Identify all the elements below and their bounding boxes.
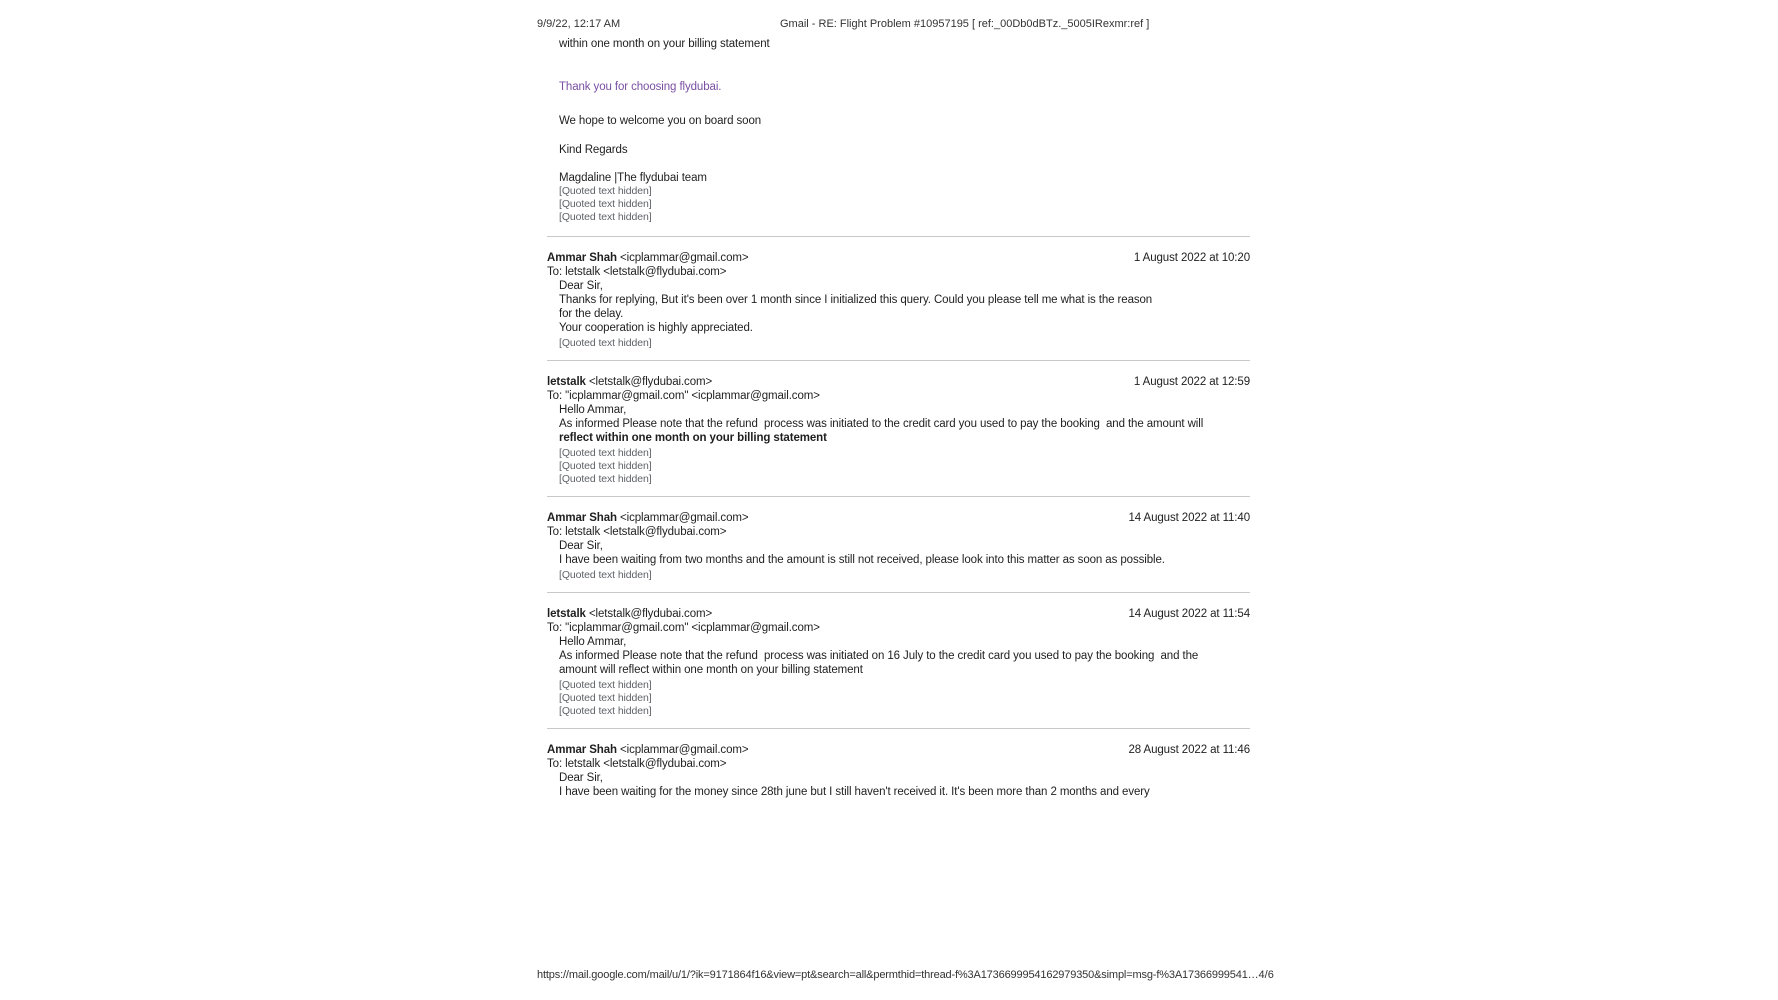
- message-header: [547, 743, 1250, 771]
- print-timestamp: 9/9/22, 12:17 AM: [537, 18, 621, 30]
- body-line: Thanks for replying, But it's been over 1 month since I initialized this query. Could you please tell me what is the reason: [559, 294, 1153, 306]
- address-block: [547, 607, 820, 635]
- sender-name: Ammar Shah: [547, 744, 617, 756]
- message-body: [547, 403, 1250, 486]
- message-item: [547, 360, 1250, 486]
- message-header: [547, 375, 1250, 403]
- welcome-line: We hope to welcome you on board soon: [559, 115, 762, 127]
- recipient-line: To: letstalk <letstalk@flydubai.com>: [547, 526, 727, 538]
- message-item: [547, 728, 1250, 799]
- body-line: amount will reflect within one month on your billing statement: [559, 664, 863, 676]
- print-header: [0, 18, 1778, 34]
- quoted-text-hidden: [Quoted text hidden]: [559, 198, 652, 210]
- email-thread: [547, 37, 1250, 799]
- quoted-text-hidden: [Quoted text hidden]: [559, 679, 652, 691]
- quoted-text-block: [559, 337, 1250, 350]
- body-line: within one month on your billing statement: [559, 38, 770, 50]
- greeting-line: Hello Ammar,: [559, 636, 627, 648]
- sender-name: letstalk: [547, 376, 586, 388]
- sender-email: <letstalk@flydubai.com>: [585, 608, 713, 620]
- greeting-line: Dear Sir,: [559, 772, 603, 784]
- sender-name: letstalk: [547, 608, 586, 620]
- address-block: [547, 743, 748, 771]
- quoted-text-hidden: [Quoted text hidden]: [559, 705, 652, 717]
- message-body: [547, 771, 1250, 799]
- sender-name: Ammar Shah: [547, 512, 617, 524]
- body-line: I have been waiting from two months and the amount is still not received, please look into this matter as soon as possible.: [559, 554, 1165, 566]
- quoted-text-hidden: [Quoted text hidden]: [559, 185, 652, 197]
- sender-line: [547, 251, 748, 265]
- quoted-text-hidden: [Quoted text hidden]: [559, 569, 652, 581]
- message-date: 28 August 2022 at 11:46: [1128, 744, 1250, 756]
- sender-line: [547, 743, 748, 757]
- recipient-line: To: "icplammar@gmail.com" <icplammar@gmail.com>: [547, 622, 820, 634]
- quoted-text-block: [559, 679, 1250, 718]
- message-body: [547, 539, 1250, 582]
- greeting-line: Dear Sir,: [559, 540, 603, 552]
- sender-line: [547, 607, 820, 621]
- previous-message-continuation: [547, 37, 1250, 224]
- sender-line: [547, 511, 748, 525]
- print-url: https://mail.google.com/mail/u/1/?ik=9171864f16&view=pt&search=all&permthid=thread-f%3A1736699954162979350&simpl=msg-f%3A17366999541…: [537, 969, 1259, 981]
- closing-line: Your cooperation is highly appreciated.: [559, 322, 753, 334]
- regards-line: Kind Regards: [559, 144, 628, 156]
- sender-line: [547, 375, 820, 389]
- message-date: 14 August 2022 at 11:40: [1128, 512, 1250, 524]
- message-item: [547, 592, 1250, 718]
- quoted-text-hidden: [Quoted text hidden]: [559, 337, 652, 349]
- greeting-line: Hello Ammar,: [559, 404, 627, 416]
- quoted-text-hidden: [Quoted text hidden]: [559, 692, 652, 704]
- message-item: [547, 236, 1250, 350]
- sender-name: Ammar Shah: [547, 252, 617, 264]
- print-footer: [537, 969, 1274, 982]
- bold-refund-line: reflect within one month on your billing statement: [559, 432, 827, 444]
- quoted-text-hidden: [Quoted text hidden]: [559, 473, 652, 485]
- sender-email: <letstalk@flydubai.com>: [585, 376, 713, 388]
- message-header: [547, 607, 1250, 635]
- message-body: [547, 279, 1250, 350]
- signature-line: Magdaline |The flydubai team: [559, 172, 707, 184]
- body-line: As informed Please note that the refund process was initiated to the credit card you used to pay the booking and the amount will: [559, 418, 1204, 430]
- sender-email: <icplammar@gmail.com>: [616, 252, 749, 264]
- quoted-text-block: [559, 447, 1250, 486]
- recipient-line: To: "icplammar@gmail.com" <icplammar@gmail.com>: [547, 390, 820, 402]
- message-date: 14 August 2022 at 11:54: [1128, 608, 1250, 620]
- quoted-text-hidden: [Quoted text hidden]: [559, 460, 652, 472]
- body-line: for the delay.: [559, 308, 624, 320]
- greeting-line: Dear Sir,: [559, 280, 603, 292]
- message-header: [547, 251, 1250, 279]
- body-line: I have been waiting for the money since 28th june but I still haven't received it. It's been more than 2 months and every: [559, 786, 1150, 798]
- body-line: As informed Please note that the refund process was initiated on 16 July to the credit card you used to pay the booking and the: [559, 650, 1199, 662]
- page-number: 4/6: [1258, 969, 1274, 981]
- sender-email: <icplammar@gmail.com>: [616, 512, 749, 524]
- address-block: [547, 251, 748, 279]
- message-body: [547, 635, 1250, 718]
- quoted-text-block: [559, 185, 1250, 224]
- address-block: [547, 511, 748, 539]
- print-document-title: Gmail - RE: Flight Problem #10957195 [ ref:_00Db0dBTz._5005IRexmr:ref ]: [780, 18, 1150, 30]
- quoted-text-hidden: [Quoted text hidden]: [559, 447, 652, 459]
- recipient-line: To: letstalk <letstalk@flydubai.com>: [547, 266, 727, 278]
- sender-email: <icplammar@gmail.com>: [616, 744, 749, 756]
- message-date: 1 August 2022 at 12:59: [1133, 376, 1250, 388]
- recipient-line: To: letstalk <letstalk@flydubai.com>: [547, 758, 727, 770]
- message-header: [547, 511, 1250, 539]
- message-date: 1 August 2022 at 10:20: [1133, 252, 1250, 264]
- quoted-text-hidden: [Quoted text hidden]: [559, 211, 652, 223]
- message-item: [547, 496, 1250, 582]
- thanks-line: Thank you for choosing flydubai.: [559, 81, 722, 93]
- quoted-text-block: [559, 569, 1250, 582]
- address-block: [547, 375, 820, 403]
